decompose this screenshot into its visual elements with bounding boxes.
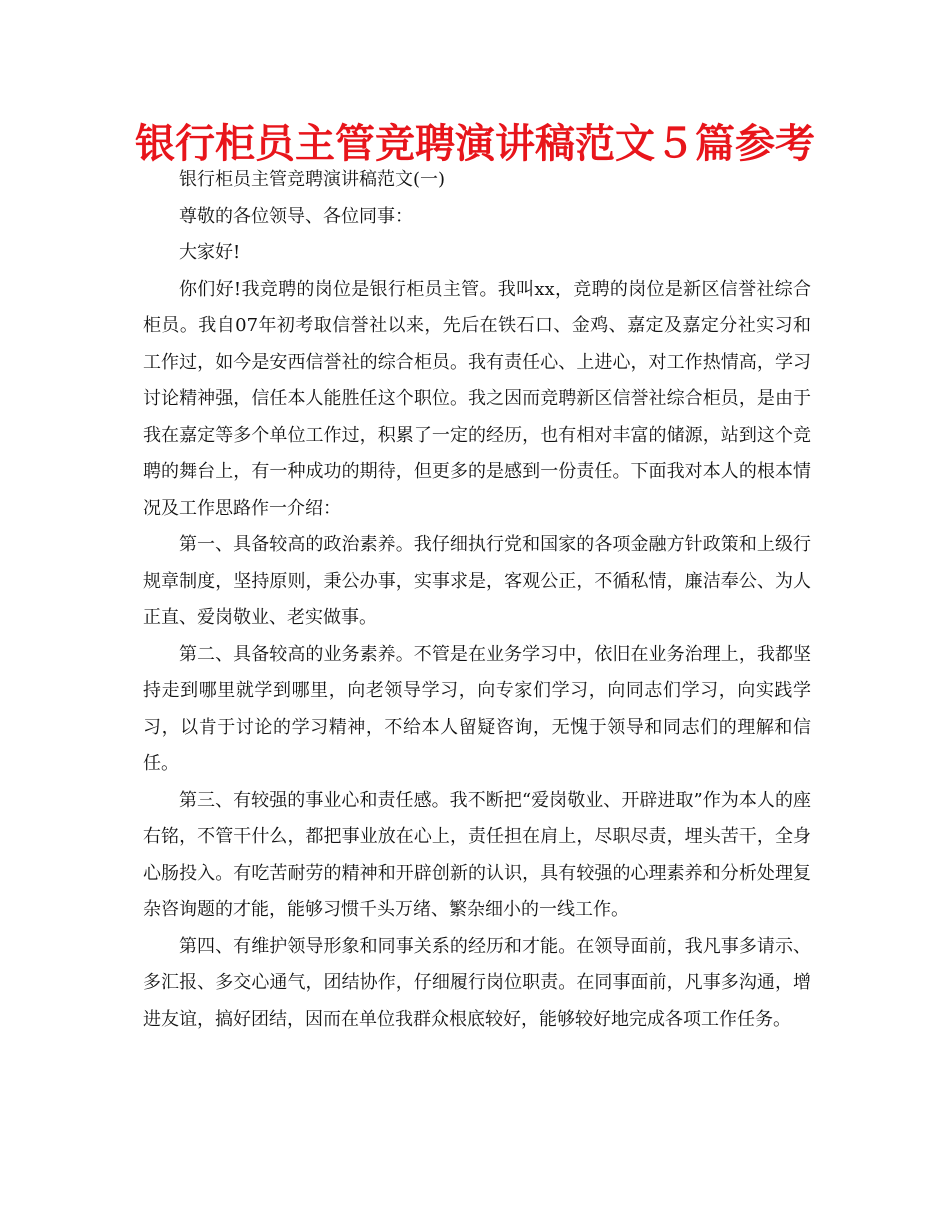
paragraph-first-point: 第一、具备较高的政治素养。我仔细执行党和国家的各项金融方针政策和上级行规章制度，坚持原则，秉公办事，实事求是，客观公正，不循私情，廉洁奉公、为人正直、爱岗敬业、老实做事。 (143, 534, 811, 628)
paragraph-fourth-point: 第四、有维护领导形象和同事关系的经历和才能。在领导面前，我凡事多请示、多汇报、多交心通气，团结协作，仔细履行岗位职责。在同事面前，凡事多沟通，增进友谊，搞好团结，因而在单位我群众根底较好，能够较好地完成各项工作任务。 (143, 935, 811, 1030)
greeting: 大家好! (179, 242, 241, 263)
intro-paragraph: 你们好!我竞聘的岗位是银行柜员主管。我叫xx，竞聘的岗位是新区信誉社综合柜员。我自07年初考取信誉社以来，先后在铁石口、金鸡、嘉定及嘉定分社实习和工作过，如今是安西信誉社的综合柜员。我有责任心、上进心，对工作热情高，学习讨论精神强，信任本人能胜任这个职位。我之因而竞聘新区信誉社综合柜员，是由于我在嘉定等多个单位工作过，积累了一定的经历，也有相对丰富的储源，站到这个竞聘的舞台上，有一种成功的期待，但更多的是感到一份责任。下面我对本人的根本情况及工作思路作一介绍： (143, 278, 811, 519)
document-body (143, 162, 811, 1038)
paragraph-second-point: 第二、具备较高的业务素养。不管是在业务学习中，依旧在业务治理上，我都坚持走到哪里就学到哪里，向老领导学习，向专家们学习，向同志们学习，向实践学习，以肯于讨论的学习精神，不给本人留疑咨询，无愧于领导和同志们的理解和信任。 (143, 643, 811, 774)
salutation: 尊敬的各位领导、各位同事： (179, 205, 413, 227)
document-title: 银行柜员主管竞聘演讲稿范文５篇参考 (135, 121, 815, 167)
section-heading: 银行柜员主管竞聘演讲稿范文(一) (179, 169, 446, 190)
paragraph-third-point: 第三、有较强的事业心和责任感。我不断把“爱岗敬业、开辟进取”作为本人的座右铭，不管干什么，都把事业放在心上，责任担在肩上，尽职尽责，埋头苦干，全身心肠投入。有吃苦耐劳的精神和开辟创新的认识，具有较强的心理素养和分析处理复杂咨询题的才能，能够习惯千头万绪、繁杂细小的一线工作。 (143, 789, 811, 920)
